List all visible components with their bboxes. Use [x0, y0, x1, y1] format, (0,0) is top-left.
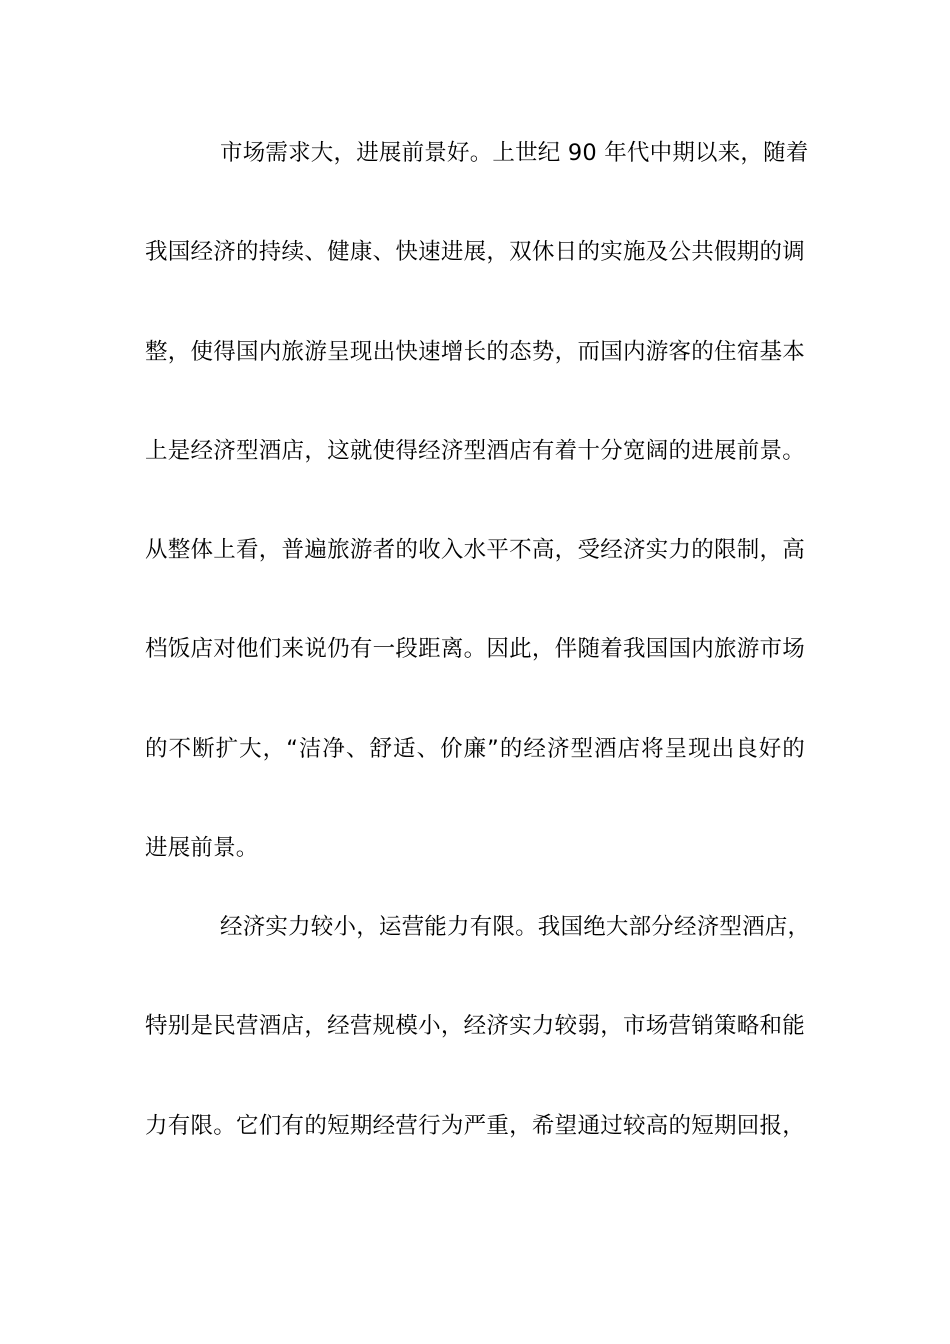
paragraph-1-line-3: 整，使得国内旅游呈现出快速增长的态势，而国内游客的住宿基本	[145, 339, 805, 365]
paragraph-1-line-6: 档饭店对他们来说仍有一段距离。因此，伴随着我国国内旅游市场	[145, 636, 805, 662]
paragraph-2-line-3: 力有限。它们有的短期经营行为严重，希望通过较高的短期回报，	[145, 1113, 805, 1139]
paragraph-1-line-1: 市场需求大，进展前景好。上世纪 90 年代中期以来，随着	[220, 140, 809, 166]
paragraph-1-line-2: 我国经济的持续、健康、快速进展，双休日的实施及公共假期的调	[145, 239, 805, 265]
paragraph-1-line-5: 从整体上看，普遍旅游者的收入水平不高，受经济实力的限制，高	[145, 537, 805, 563]
paragraph-1-line-8: 进展前景。	[145, 835, 259, 861]
paragraph-1-line-7: 的不断扩大，“洁净、舒适、价廉”的经济型酒店将呈现出良好的	[145, 736, 805, 762]
paragraph-2-line-2: 特别是民营酒店，经营规模小，经济实力较弱，市场营销策略和能	[145, 1013, 805, 1039]
paragraph-2-line-1: 经济实力较小，运营能力有限。我国绝大部分经济型酒店，	[220, 914, 811, 940]
paragraph-1-line-4: 上是经济型酒店，这就使得经济型酒店有着十分宽阔的进展前景。	[145, 438, 805, 464]
